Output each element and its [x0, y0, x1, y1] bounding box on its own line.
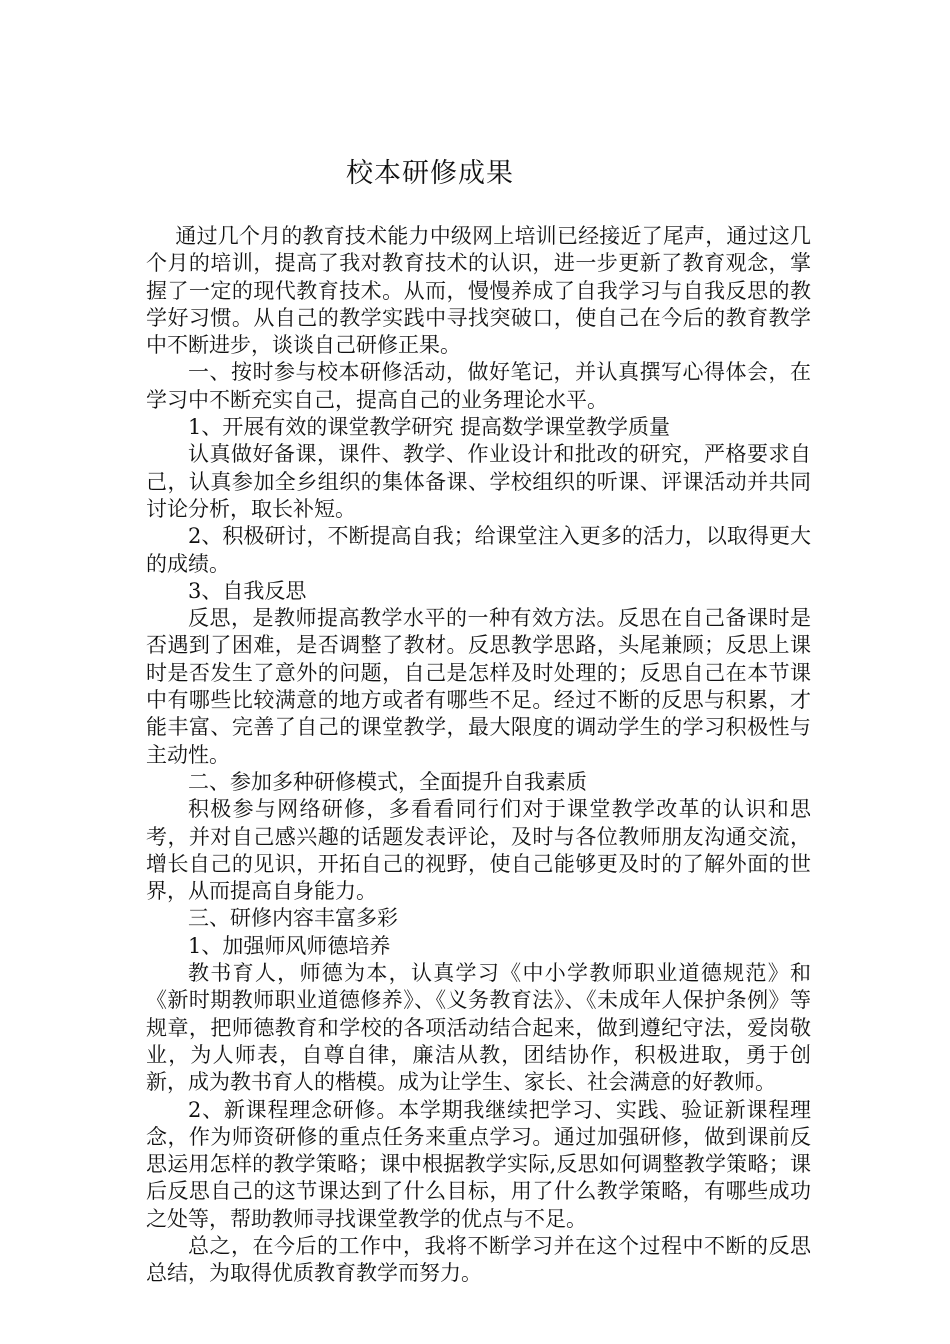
paragraph-body-3-2: 2、新课程理念研修。本学期我继续把学习、实践、验证新课程理念，作为师资研修的重点任务来重点学习。通过加强研修，做到课前反思运用怎样的教学策略；课中根据教学实际,反思如何调整教学策略；课后反思自己的这节课达到了什么目标，用了什么教学策略，有哪些成功之处等，帮助教师寻找课堂教学的优点与不足。 [146, 1097, 811, 1231]
paragraph-subheading-1-3: 3、自我反思 [188, 578, 307, 603]
document-body [146, 223, 811, 1288]
paragraph-body-2: 积极参与网络研修，多看看同行们对于课堂教学改革的认识和思考，并对自己感兴趣的话题发表评论，及时与各位教师朋友沟通交流，增长自己的见识，开拓自己的视野，使自己能够更及时的了解外面的世界，从而提高自身能力。 [146, 797, 811, 904]
paragraph-section-1: 一、按时参与校本研修活动，做好笔记，并认真撰写心得体会，在学习中不断充实自己，提高自己的业务理论水平。 [146, 360, 811, 412]
paragraph-subheading-1-2: 2、积极研讨，不断提高自我；给课堂注入更多的活力，以取得更大的成绩。 [146, 524, 811, 576]
paragraph-subheading-1-1: 1、开展有效的课堂教学研究 提高数学课堂教学质量 [188, 415, 671, 440]
paragraph-body-3-1: 教书育人，师德为本，认真学习《中小学教师职业道德规范》和《新时期教师职业道德修养》、《义务教育法》、《未成年人保护条例》等规章，把师德教育和学校的各项活动结合起来，做到遵纪守法，爱岗敬业，为人师表，自尊自律，廉洁从教，团结协作，积极进取，勇于创新，成为教书育人的楷模。成为让学生、家长、社会满意的好教师。 [146, 961, 811, 1095]
paragraph-intro: 通过几个月的教育技术能力中级网上培训已经接近了尾声，通过这几个月的培训，提高了我对教育技术的认识，进一步更新了教育观念，掌握了一定的现代教育技术。从而，慢慢养成了自我学习与自我反思的教学好习惯。从自己的教学实践中寻找突破口，使自己在今后的教育教学中不断进步，谈谈自己研修正果。 [146, 224, 811, 358]
paragraph-conclusion: 总之，在今后的工作中，我将不断学习并在这个过程中不断的反思总结，为取得优质教育教学而努力。 [146, 1233, 811, 1286]
paragraph-body-1-3: 反思，是教师提高教学水平的一种有效方法。反思在自己备课时是否遇到了困难，是否调整了教材。反思教学思路，头尾兼顾；反思上课时是否发生了意外的问题，自己是怎样及时处理的；反思自己在本节课中有哪些比较满意的地方或者有哪些不足。经过不断的反思与积累，才能丰富、完善了自己的课堂教学，最大限度的调动学生的学习积极性与主动性。 [146, 606, 811, 767]
paragraph-subheading-3-1: 1、加强师风师德培养 [188, 933, 391, 958]
paragraph-section-3: 三、研修内容丰富多彩 [188, 906, 398, 931]
paragraph-body-1-1: 认真做好备课，课件、教学、作业设计和批改的研究，严格要求自己，认真参加全乡组织的集体备课、学校组织的听课、评课活动并共同讨论分析，取长补短。 [146, 442, 811, 521]
paragraph-section-2: 二、参加多种研修模式，全面提升自我素质 [188, 769, 587, 794]
document-title: 校本研修成果 [346, 158, 514, 189]
